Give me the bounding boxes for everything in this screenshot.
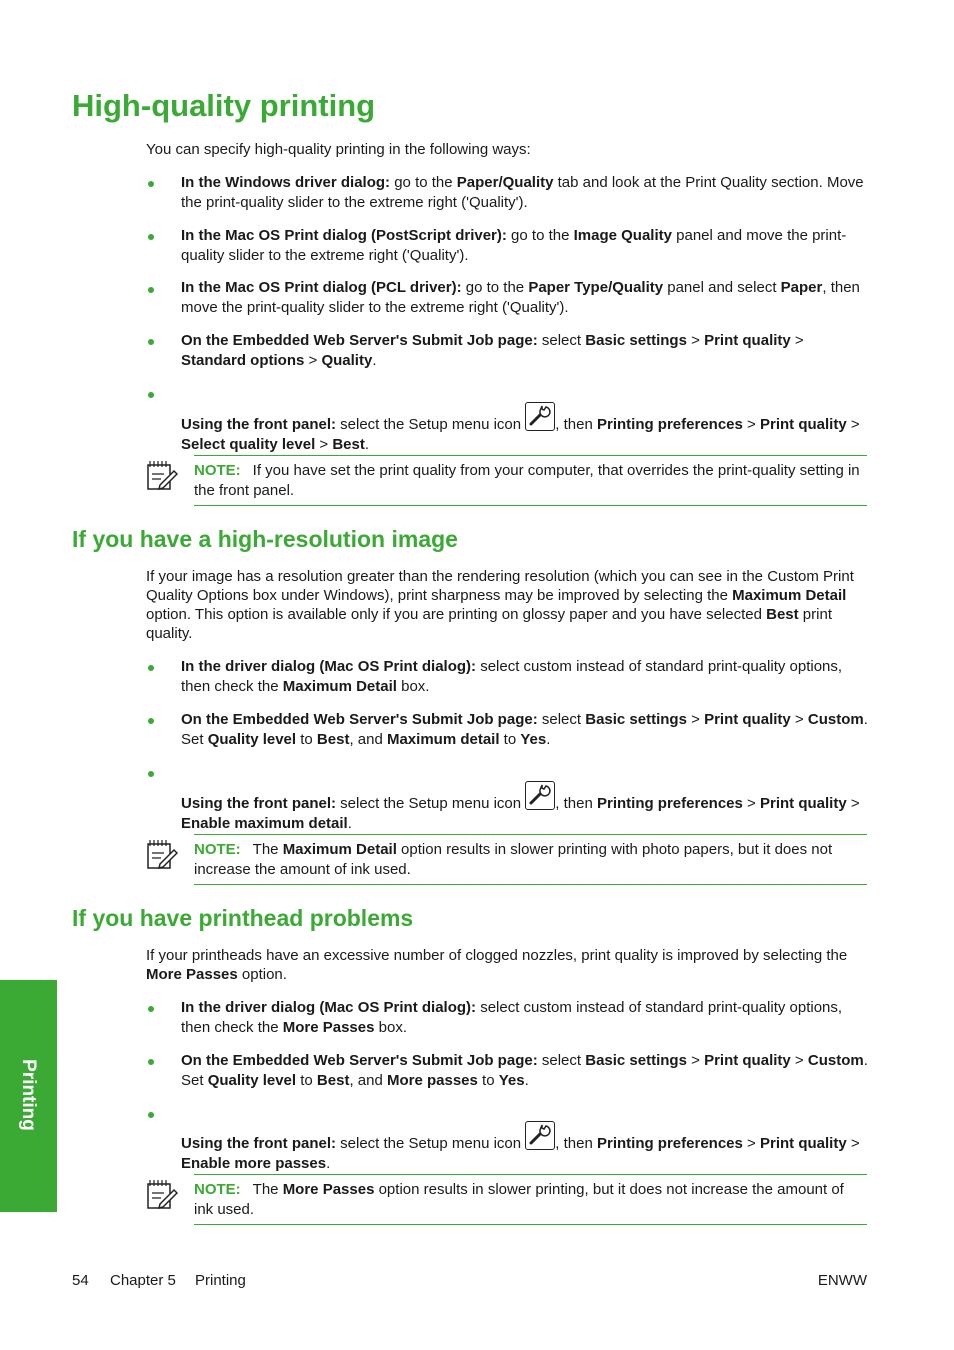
note-pencil-icon bbox=[146, 1178, 178, 1210]
bullet-dot-icon bbox=[148, 339, 154, 345]
bullet-dot-icon bbox=[148, 771, 154, 777]
setup-menu-wrench-icon bbox=[525, 781, 555, 810]
bullet-dot-icon bbox=[148, 1112, 154, 1118]
bullet-dot-icon bbox=[148, 665, 154, 671]
bullet-dot-icon bbox=[148, 1059, 154, 1065]
note-box: NOTE: If you have set the print quality from your computer, that overrides the print-quality setting in the front panel. bbox=[194, 455, 867, 506]
section-heading-high-resolution: If you have a high-resolution image bbox=[72, 526, 458, 552]
list-item-front-panel: Using the front panel: select the Setup menu icon , then Printing preferences > Print quality > Enable more passes. bbox=[181, 1121, 868, 1173]
list-item-ews: On the Embedded Web Server's Submit Job page: select Basic settings > Print quality > Custom. Set Quality level to Best, and Maximum detail to Yes. bbox=[181, 711, 868, 748]
list-item-windows-driver: In the Windows driver dialog: go to the Paper/Quality tab and look at the Print Quality section. Move the print-quality slider to the extreme right ('Quality'). bbox=[181, 174, 864, 211]
intro-text: You can specify high-quality printing in the following ways: bbox=[146, 141, 531, 158]
setup-menu-wrench-icon bbox=[525, 1121, 555, 1150]
bullet-dot-icon bbox=[148, 718, 154, 724]
note-box: NOTE: The Maximum Detail option results in slower printing with photo papers, but it does not increase the amount of ink used. bbox=[194, 834, 867, 885]
section-paragraph: If your printheads have an excessive number of clogged nozzles, print quality is improved by selecting the More Passes option. bbox=[146, 947, 848, 983]
section-heading-printhead-problems: If you have printhead problems bbox=[72, 905, 414, 931]
bullet-dot-icon bbox=[148, 181, 154, 187]
page-title: High-quality printing bbox=[72, 88, 376, 123]
list-item-mac-postscript: In the Mac OS Print dialog (PostScript driver): go to the Image Quality panel and move the print-quality slider to the extreme right ('Quality'). bbox=[181, 227, 847, 264]
footer-chapter: Chapter 5 bbox=[110, 1272, 176, 1289]
bullet-dot-icon bbox=[148, 392, 154, 398]
list-item-ews: On the Embedded Web Server's Submit Job page: select Basic settings > Print quality > Standard options > Quality. bbox=[181, 332, 804, 369]
list-item-front-panel: Using the front panel: select the Setup menu icon , then Printing preferences > Print quality > Enable maximum detail. bbox=[181, 781, 868, 833]
note-box: NOTE: The More Passes option results in slower printing, but it does not increase the amount of ink used. bbox=[194, 1174, 867, 1225]
footer-section: Printing bbox=[195, 1272, 246, 1289]
list-item-driver-dialog: In the driver dialog (Mac OS Print dialog): select custom instead of standard print-quality options, then check the Maximum Detail box. bbox=[181, 658, 843, 695]
list-item-mac-pcl: In the Mac OS Print dialog (PCL driver): go to the Paper Type/Quality panel and select Paper, then move the print-quality slider to the extreme right ('Quality'). bbox=[181, 279, 860, 316]
chapter-side-tab-label: Printing bbox=[18, 1059, 39, 1131]
section-paragraph: If your image has a resolution greater than the rendering resolution (which you can see in the Custom Print Quality Options box under Windows), print sharpness may be improved by selecting the Maximum Detail option. This option is available only if you are printing on glossy paper and you have selected Best print quality. bbox=[146, 568, 854, 642]
page-number: 54 bbox=[72, 1272, 89, 1289]
bullet-dot-icon bbox=[148, 234, 154, 240]
note-pencil-icon bbox=[146, 838, 178, 870]
footer-enww: ENWW bbox=[817, 1272, 867, 1289]
bullet-dot-icon bbox=[148, 287, 154, 293]
bullet-dot-icon bbox=[148, 1006, 154, 1012]
list-item-front-panel: Using the front panel: select the Setup menu icon , then Printing preferences > Print quality > Select quality level > Best. bbox=[181, 402, 868, 454]
note-pencil-icon bbox=[146, 459, 178, 491]
list-item-driver-dialog: In the driver dialog (Mac OS Print dialog): select custom instead of standard print-quality options, then check the More Passes box. bbox=[181, 999, 843, 1036]
setup-menu-wrench-icon bbox=[525, 402, 555, 431]
list-item-ews: On the Embedded Web Server's Submit Job page: select Basic settings > Print quality > Custom. Set Quality level to Best, and More passes to Yes. bbox=[181, 1052, 868, 1089]
